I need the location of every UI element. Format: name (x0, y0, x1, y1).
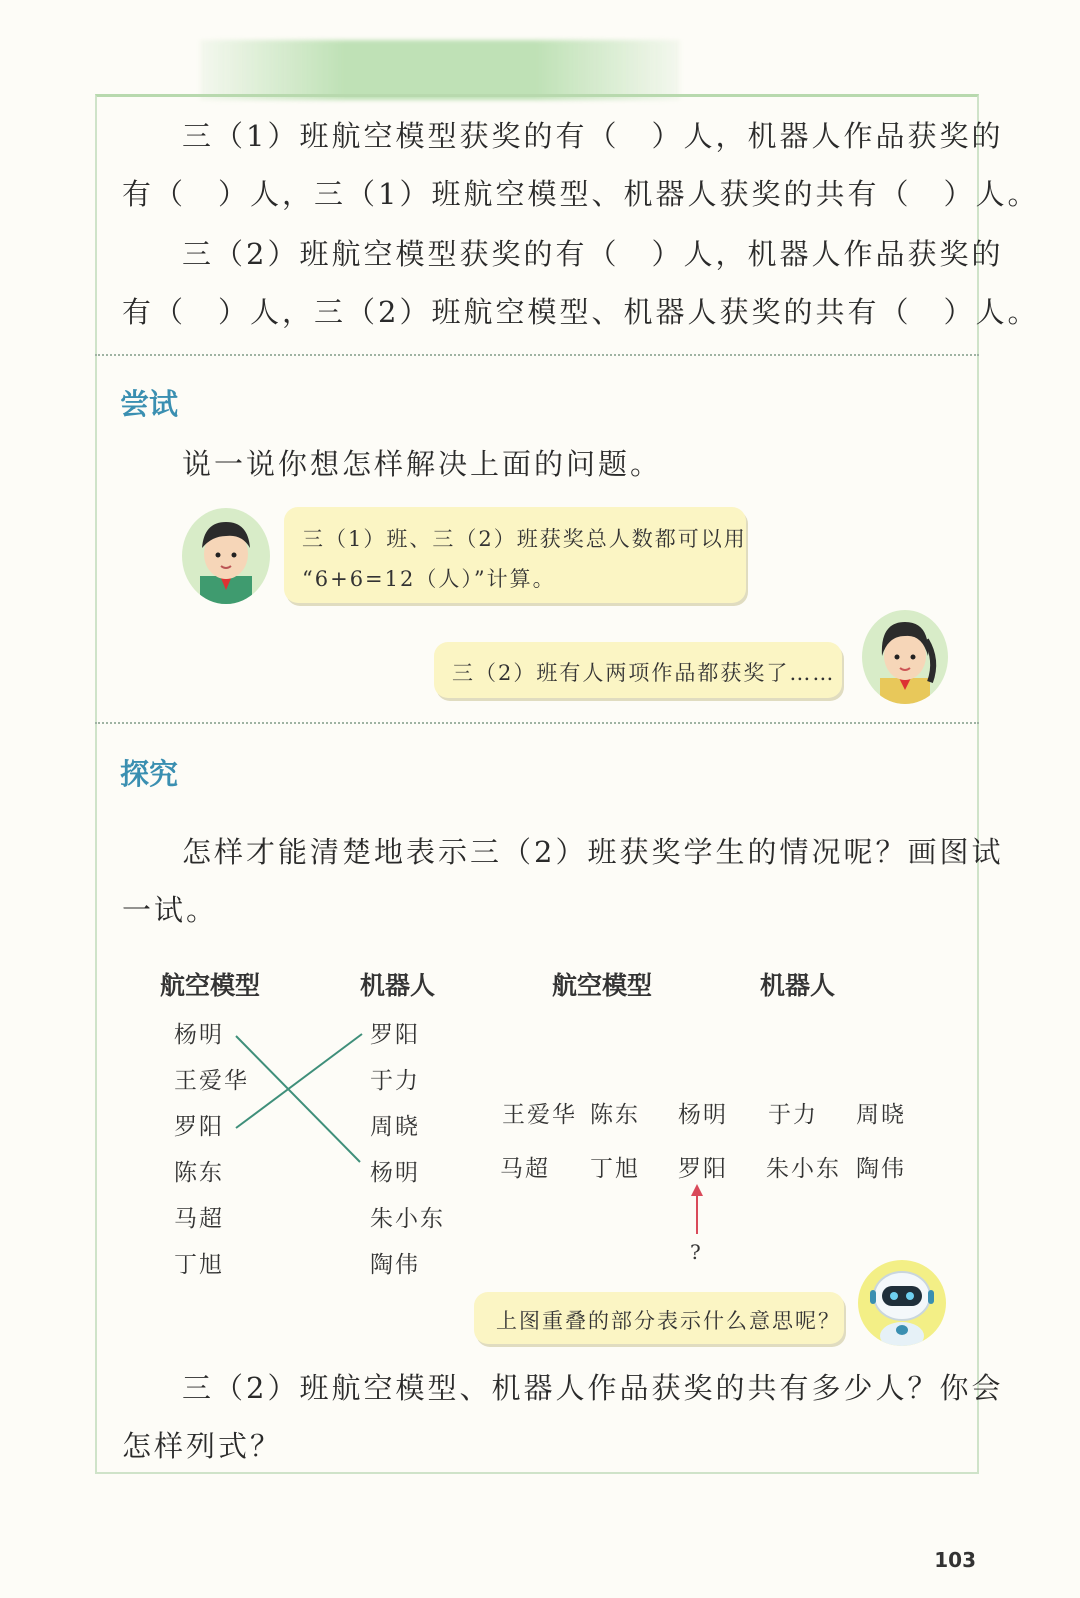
aviation-name: 丁旭 (174, 1252, 224, 1278)
final-question-line-1: 三（2）班航空模型、机器人作品获奖的共有多少人？你会 (182, 1371, 1004, 1405)
aviation-only-name: 马超 (500, 1156, 550, 1182)
robot-name: 杨明 (370, 1160, 420, 1186)
robot-only-name: 周晓 (856, 1102, 906, 1128)
right-robot-title: 机器人 (760, 971, 836, 1000)
bubble-boy-line-1: 三（1）班、三（2）班获奖总人数都可以用 (302, 527, 747, 551)
aviation-only-name: 王爱华 (502, 1102, 577, 1128)
intro-line-4: 有（ ）人，三（2）班航空模型、机器人获奖的共有（ ）人。 (122, 295, 1040, 329)
speech-bubble-robot (474, 1292, 844, 1344)
page-number: 103 (934, 1548, 976, 1572)
explore-question-line-2: 一试。 (122, 893, 219, 927)
bubble-robot-text: 上图重叠的部分表示什么意思呢？ (496, 1309, 841, 1333)
robot-only-name: 朱小东 (766, 1156, 841, 1182)
both-name: 杨明 (678, 1102, 728, 1128)
question-arrow-head (691, 1184, 703, 1196)
robot-name: 于力 (370, 1068, 420, 1094)
left-aviation-title: 航空模型 (160, 971, 261, 1000)
intro-line-3: 三（2）班航空模型获奖的有（ ）人，机器人作品获奖的 (182, 237, 1004, 271)
aviation-name: 罗阳 (174, 1114, 224, 1140)
aviation-name: 马超 (174, 1206, 224, 1232)
robot-only-name: 陶伟 (856, 1156, 906, 1182)
robot-name: 罗阳 (370, 1022, 420, 1048)
right-aviation-title: 航空模型 (552, 971, 653, 1000)
aviation-name: 杨明 (174, 1022, 224, 1048)
match-line-yangming (236, 1036, 360, 1162)
both-name: 罗阳 (678, 1156, 728, 1182)
left-robot-title: 机器人 (360, 971, 436, 1000)
robot-name: 周晓 (370, 1114, 420, 1140)
robot-name: 陶伟 (370, 1252, 420, 1278)
bubble-girl-text: 三（2）班有人两项作品都获奖了…… (452, 661, 836, 685)
aviation-name: 王爱华 (174, 1068, 249, 1094)
try-heading: 尝试 (120, 387, 179, 421)
explore-question-line-1: 怎样才能清楚地表示三（2）班获奖学生的情况呢？画图试 (182, 835, 1004, 869)
aviation-only-name: 陈东 (590, 1102, 640, 1128)
aviation-only-name: 丁旭 (590, 1156, 640, 1182)
aviation-name: 陈东 (174, 1160, 224, 1186)
robot-only-name: 于力 (768, 1102, 818, 1128)
robot-name: 朱小东 (370, 1206, 445, 1232)
intro-line-2: 有（ ）人，三（1）班航空模型、机器人获奖的共有（ ）人。 (122, 177, 1040, 211)
arrow-question-mark: ? (690, 1240, 703, 1264)
final-question-line-2: 怎样列式？ (122, 1429, 283, 1463)
intro-line-1: 三（1）班航空模型获奖的有（ ）人，机器人作品获奖的 (182, 119, 1004, 153)
try-prompt: 说一说你想怎样解决上面的问题。 (182, 447, 663, 481)
robot-avatar (858, 1260, 946, 1346)
bubble-boy-line-2: “6+6=12（人）”计算。 (302, 567, 556, 591)
match-line-luoyang (236, 1034, 362, 1128)
explore-heading: 探究 (120, 757, 179, 791)
